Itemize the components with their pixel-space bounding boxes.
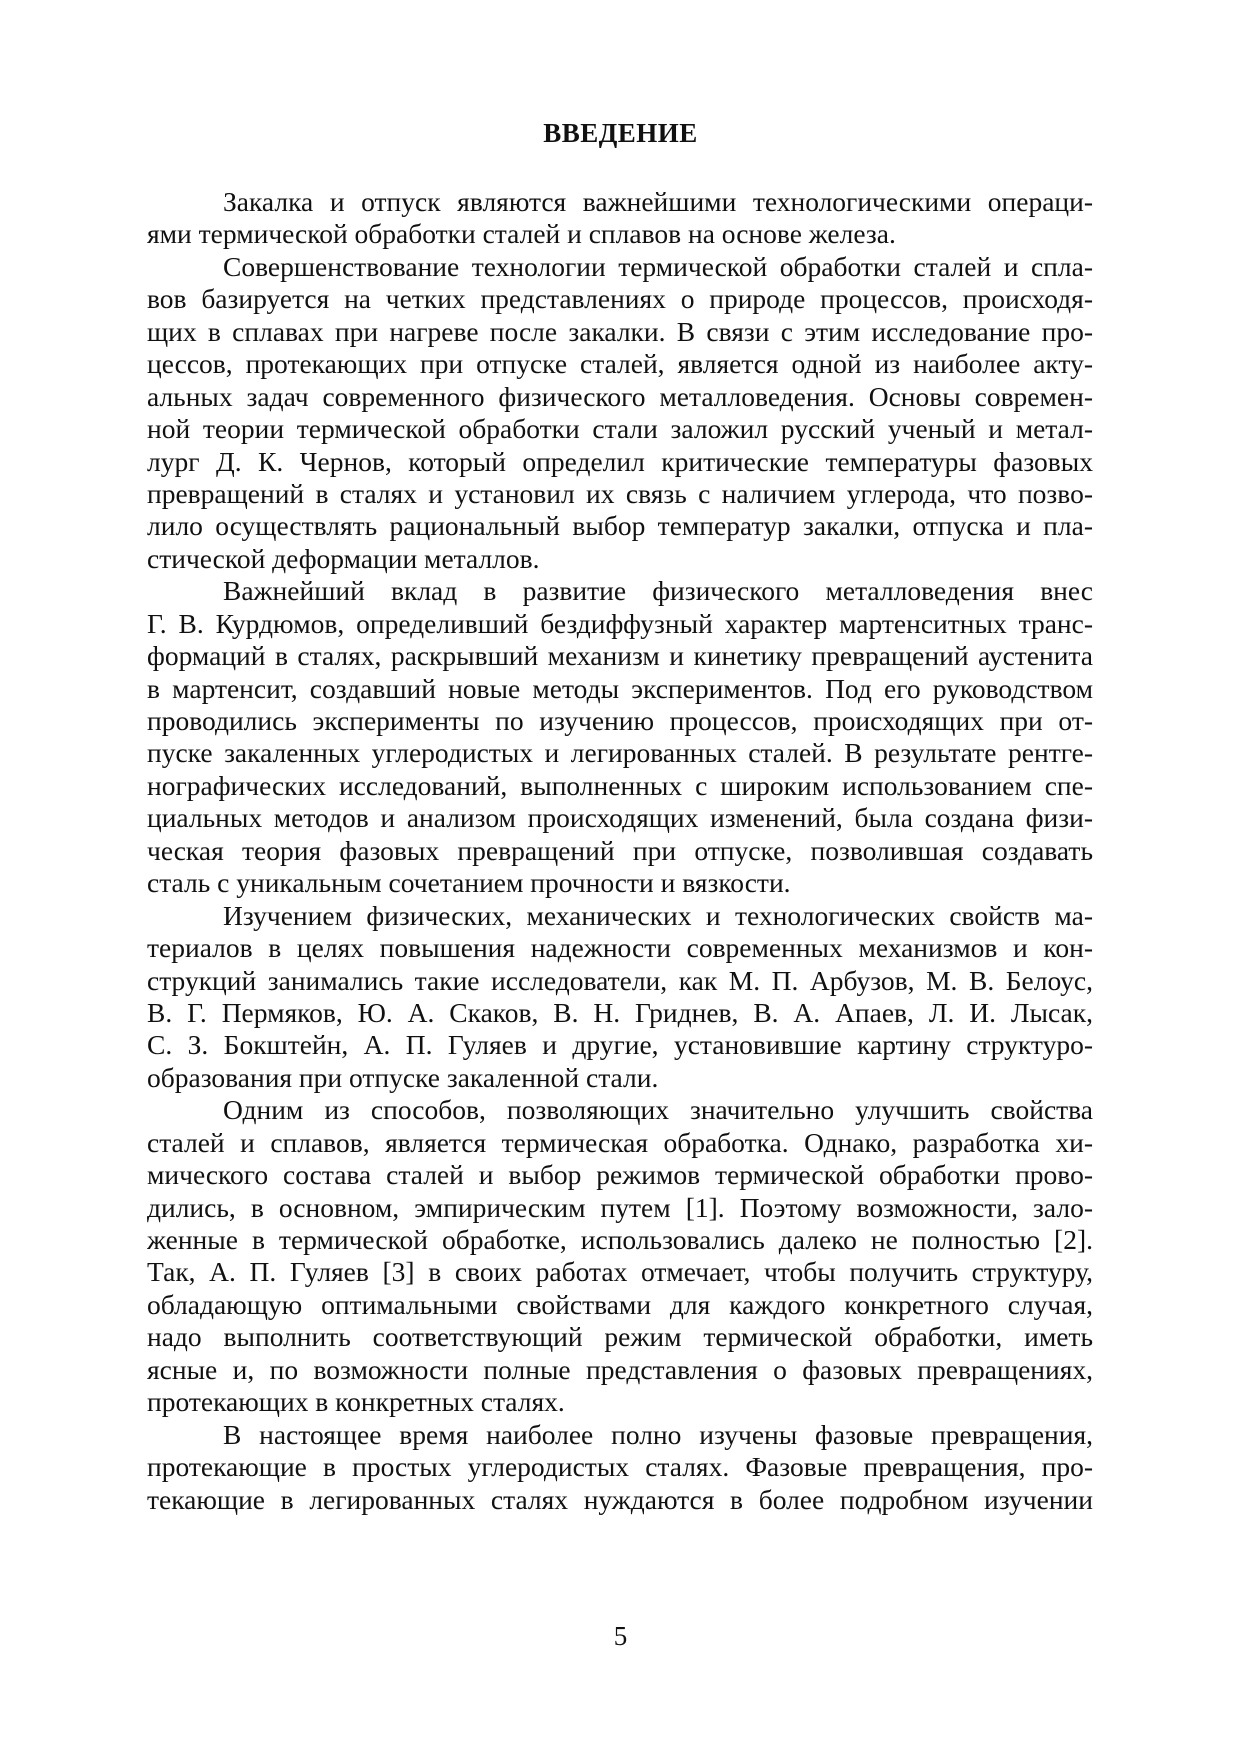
text-line: протекающие в простых углеродистых сталях. Фазовые превращения, про- [147,1451,1093,1483]
text-line: териалов в целях повышения надежности современных механизмов и кон- [147,932,1093,964]
text-line: циальных методов и анализом происходящих изменений, была создана физи- [147,802,1093,834]
text-line: текающие в легированных сталях нуждаются в более подробном изучении [147,1483,1093,1515]
text-line: вов базируется на четких представлениях о природе процессов, происходя- [147,283,1093,315]
text-line: Важнейший вклад в развитие физического металловедения внес [223,575,1093,607]
text-line: С. З. Бокштейн, А. П. Гуляев и другие, установившие картину структуро- [147,1029,1093,1061]
text-line: образования при отпуске закаленной стали. [147,1061,659,1093]
text-line: превращений в сталях и установил их связь с наличием углерода, что позво- [147,477,1093,509]
text-line: ческая теория фазовых превращений при отпуске, позволившая создавать [147,834,1093,866]
text-line: Закалка и отпуск являются важнейшими технологическими операци- [223,186,1093,217]
text-line: ями термической обработки сталей и сплавов на основе железа. [147,218,896,250]
text-line: Г. В. Курдюмов, определивший бездиффузный характер мартенситных транс- [147,607,1093,639]
text-line: Одним из способов, позволяющих значительно улучшить свойства [223,1094,1093,1126]
text-line: мического состава сталей и выбор режимов термической обработки прово- [147,1159,1093,1191]
text-line: стической деформации металлов. [147,542,540,574]
text-line: сталей и сплавов, является термическая обработка. Однако, разработка хи- [147,1126,1093,1158]
page-number: 5 [613,1621,628,1651]
text-line: струкций занимались такие исследователи, как М. П. Арбузов, М. В. Белоус, [147,964,1093,996]
text-line: цессов, протекающих при отпуске сталей, является одной из наиболее акту- [147,348,1093,380]
text-line: дились, в основном, эмпирическим путем [1]. Поэтому возможности, зало- [147,1191,1093,1223]
text-line: проводились эксперименты по изучению процессов, происходящих при от- [147,705,1093,736]
text-line: лило осуществлять рациональный выбор температур закалки, отпуска и пла- [147,510,1093,542]
text-line: сталь с уникальным сочетанием прочности и вязкости. [147,867,791,899]
text-line: Изучением физических, механических и технологических свойств ма- [223,899,1093,931]
page-title: ВВЕДЕНИЕ [543,118,698,148]
text-line: нографических исследований, выполненных с широким использованием спе- [147,769,1093,801]
text-line: В настоящее время наиболее полно изучены фазовые превращения, [223,1418,1093,1450]
text-line: альных задач современного физического металловедения. Основы современ- [147,380,1093,412]
text-line: ясные и, по возможности полные представления о фазовых превращениях, [147,1353,1093,1385]
text-line: в мартенсит, создавший новые методы экспериментов. Под его руководством [147,672,1093,704]
text-line: Так, А. П. Гуляев [3] в своих работах отмечает, чтобы получить структуру, [147,1256,1093,1288]
text-line: лург Д. К. Чернов, который определил критические температуры фазовых [147,445,1093,477]
text-line: щих в сплавах при нагреве после закалки. В связи с этим исследование про- [147,315,1093,347]
text-line: обладающую оптимальными свойствами для каждого конкретного случая, [147,1288,1093,1320]
text-line: протекающих в конкретных сталях. [147,1386,565,1418]
body-text [147,186,1093,1516]
text-line: формаций в сталях, раскрывший механизм и кинетику превращений аустенита [147,640,1093,672]
text-line: В. Г. Пермяков, Ю. А. Скаков, В. Н. Гриднев, В. А. Апаев, Л. И. Лысак, [147,996,1093,1028]
text-line: женные в термической обработке, использовались далеко не полностью [2]. [147,1224,1093,1255]
text-line: надо выполнить соответствующий режим термической обработки, иметь [147,1321,1093,1353]
text-line: Совершенствование технологии термической обработки сталей и спла- [223,250,1093,282]
text-line: пуске закаленных углеродистых и легированных сталей. В результате рентге- [147,737,1093,769]
text-line: ной теории термической обработки стали заложил русский ученый и метал- [147,413,1093,445]
